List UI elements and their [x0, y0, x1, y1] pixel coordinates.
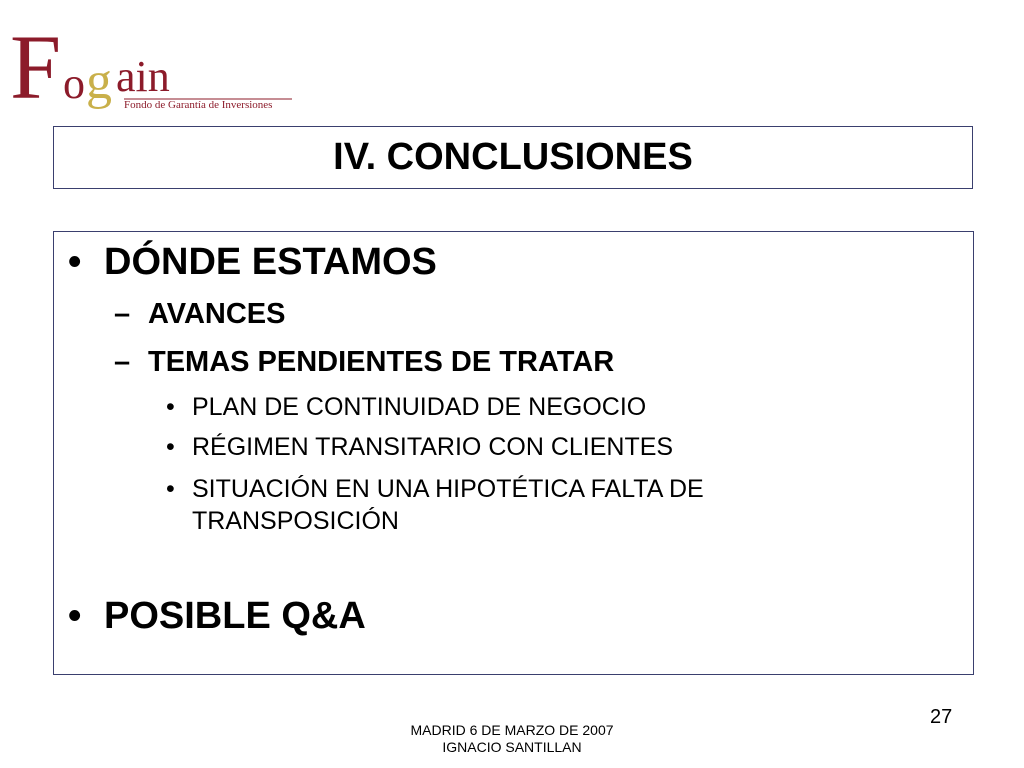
slide-title: IV. CONCLUSIONES	[333, 136, 693, 178]
logo-subtitle: Fondo de Garantía de Inversiones	[124, 99, 273, 111]
bullet-donde-estamos	[68, 242, 437, 282]
sub-item-label: AVANCES	[148, 298, 286, 330]
page-number: 27	[930, 706, 953, 728]
sub-sub-item-regimen-transitario	[166, 431, 792, 463]
logo-letters-ain: ain	[116, 52, 170, 101]
sub-item-temas-pendientes	[114, 346, 614, 378]
bullet-icon: •	[68, 241, 82, 283]
logo-letter-g: g	[86, 53, 112, 110]
sub-item-label: TEMAS PENDIENTES DE TRATAR	[148, 346, 615, 378]
sub-sub-item-label: RÉGIMEN TRANSITARIO CON CLIENTES	[192, 433, 674, 461]
bullet-posible-qa	[68, 596, 366, 636]
sub-sub-item-situacion	[166, 473, 792, 537]
fogain-logo-graphic	[0, 0, 300, 128]
slide-footer	[362, 722, 662, 756]
bullet-label: DÓNDE ESTAMOS	[104, 241, 437, 283]
sub-sub-item-label: PLAN DE CONTINUIDAD DE NEGOCIO	[192, 393, 647, 421]
footer-date: MADRID 6 DE MARZO DE 2007	[410, 722, 614, 738]
sub-sub-item-label: SITUACIÓN EN UNA HIPOTÉTICA FALTA DE TRANSPOSICIÓN	[192, 475, 704, 535]
bullet-icon: •	[166, 433, 175, 461]
bullet-icon: •	[166, 475, 175, 503]
sub-item-avances	[114, 298, 286, 330]
bullet-icon: •	[166, 393, 175, 421]
fogain-logo	[0, 0, 300, 128]
dash-icon: –	[114, 346, 131, 378]
footer-author: IGNACIO SANTILLAN	[442, 739, 582, 755]
sub-sub-item-plan-continuidad	[166, 391, 792, 423]
bullet-icon: •	[68, 595, 82, 637]
slide-title-box	[53, 126, 973, 189]
slide-content-box	[53, 231, 974, 675]
logo-letter-o: o	[63, 59, 85, 108]
dash-icon: –	[114, 298, 131, 330]
logo-letter-f: F	[10, 16, 62, 118]
bullet-label: POSIBLE Q&A	[104, 595, 366, 637]
